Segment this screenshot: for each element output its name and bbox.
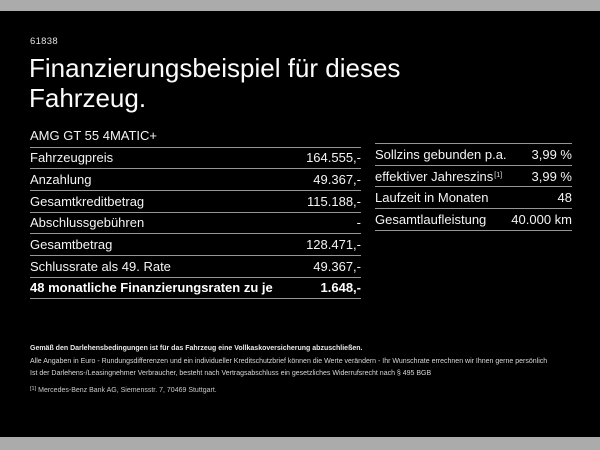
- finance-table: [30, 124, 361, 299]
- footnote-marker: [1]: [30, 385, 37, 392]
- row-label: Schlussrate als 49. Rate: [30, 258, 171, 274]
- footnote-marker: [1]: [494, 171, 503, 179]
- bank-footnote: [30, 385, 585, 395]
- footnotes-block: [30, 344, 585, 395]
- row-label: [375, 169, 502, 184]
- row-value: 40.000 km: [511, 211, 572, 227]
- table-row-fahrzeugpreis: [30, 148, 361, 170]
- row-label-text: effektiver Jahreszins: [375, 168, 494, 184]
- row-label: Gesamtlaufleistung: [375, 211, 487, 227]
- table-row-anzahlung: [30, 169, 361, 191]
- row-value: 115.188,-: [307, 193, 361, 209]
- row-value: 164.555,-: [306, 150, 361, 166]
- conditions-table: [375, 143, 572, 231]
- row-value: 1.648,-: [320, 280, 361, 296]
- row-value: -: [356, 215, 361, 231]
- table-row-monthly-rate: [30, 278, 361, 300]
- table-row-abschlussgebuehren: [30, 213, 361, 235]
- row-label: Gesamtkreditbetrag: [30, 193, 145, 209]
- table-row-gesamtbetrag: [30, 234, 361, 256]
- row-label: Anzahlung: [30, 172, 92, 188]
- vehicle-model-label: AMG GT 55 4MATIC+: [30, 127, 158, 143]
- table-row-gesamtkreditbetrag: [30, 191, 361, 213]
- row-value: 49.367,-: [313, 258, 361, 274]
- row-value: 128.471,-: [306, 237, 361, 253]
- row-label: Gesamtbetrag: [30, 237, 113, 253]
- row-label: 48 monatliche Finanzierungsraten zu je: [30, 280, 273, 296]
- row-value: 48: [557, 190, 572, 206]
- listing-ref-number: 61838: [30, 36, 58, 47]
- row-value: 3,99 %: [531, 168, 572, 184]
- table-row-sollzins: [375, 144, 572, 166]
- row-label: Sollzins gebunden p.a.: [375, 146, 507, 162]
- bank-footnote-text: Mercedes-Benz Bank AG, Siemensstr. 7, 70469 Stuttgart.: [38, 386, 217, 394]
- letterbox-bottom-bar: [0, 437, 600, 450]
- table-row-schlussrate: [30, 256, 361, 278]
- row-value: 3,99 %: [531, 146, 572, 162]
- row-value: 49.367,-: [313, 172, 361, 188]
- letterbox-top-bar: [0, 0, 600, 11]
- row-label: Laufzeit in Monaten: [375, 190, 489, 206]
- row-label: Fahrzeugpreis: [30, 150, 114, 166]
- disclaimer-line-2: Ist der Darlehens-/Leasingnehmer Verbraucher, besteht nach Vertragsabschluss ein gesetzliches Widerrufsrecht nach § 495 BGB: [30, 369, 432, 377]
- row-label: Abschlussgebühren: [30, 215, 145, 231]
- disclaimer-line-1: Alle Angaben in Euro - Rundungsdifferenzen und ein individueller Kreditschutzbrief können die Werte verändern - Ihr Wunschrate errechnen wir Ihnen gerne persönlich: [30, 358, 548, 365]
- table-row-gesamtlaufleistung: [375, 209, 572, 231]
- page-title: Finanzierungsbeispiel für dieses Fahrzeug.: [29, 53, 401, 113]
- vehicle-model-header: [30, 124, 361, 148]
- table-row-effektiver-jahreszins: [375, 166, 572, 188]
- insurance-note: Gemäß den Darlehensbedingungen ist für das Fahrzeug eine Vollkaskoversicherung abzuschließen.: [30, 345, 363, 352]
- table-row-laufzeit: [375, 187, 572, 209]
